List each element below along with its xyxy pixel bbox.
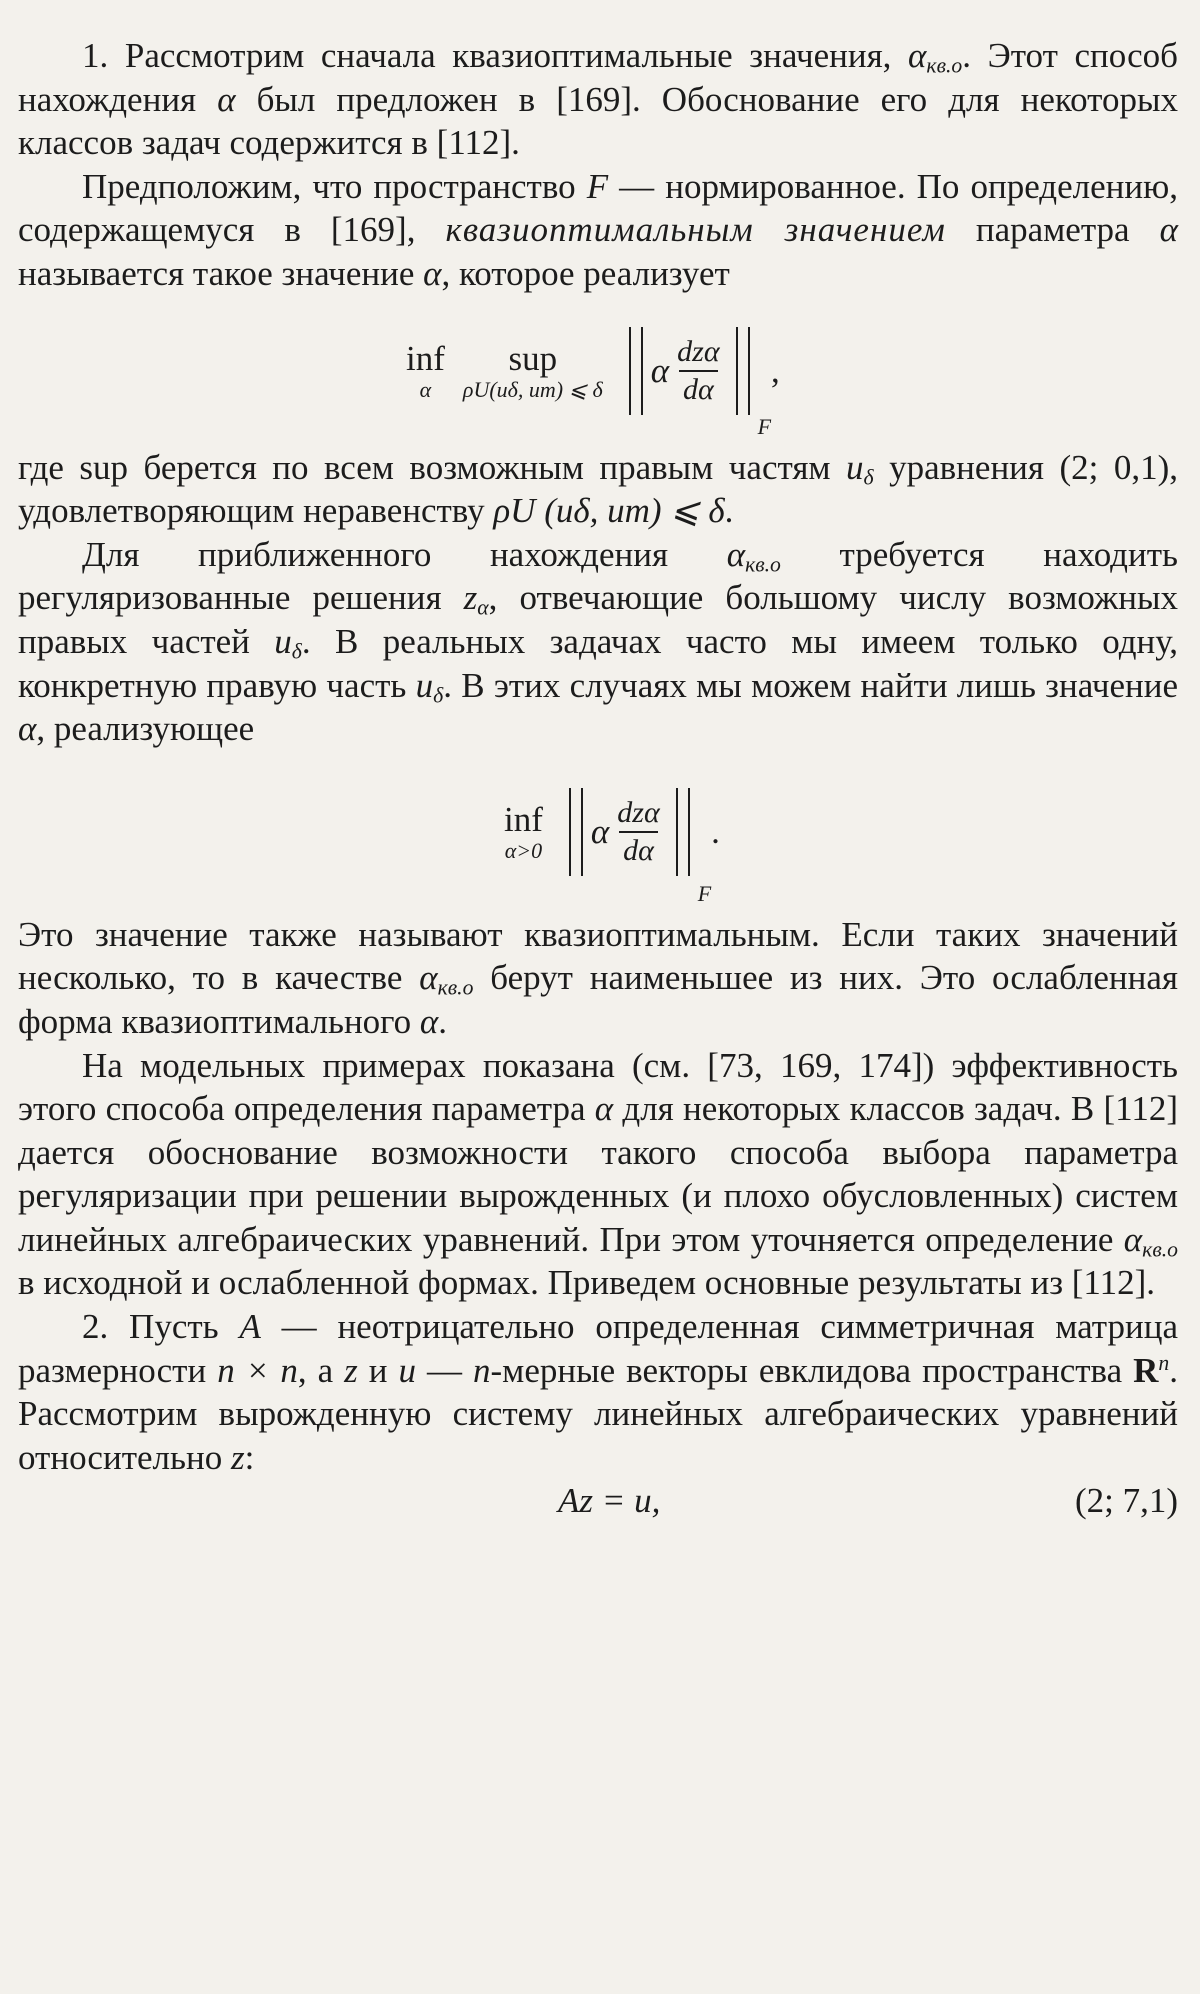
paragraph-7: 2. Пусть A — неотрицательно определенная симметричная матрица размерности n × n, а z и u — n-мерные векторы евклидова пространства $R^n$. Рассмотрим вырожденную систему линейных алгебраических уравнений относительно z: xyxy=(18,1307,1179,1477)
alpha-kvo: $\alpha_{кв.о}$ xyxy=(908,36,963,78)
numbered-equation xyxy=(18,1479,1178,1523)
u-delta: $u_\delta$ xyxy=(846,447,874,489)
derivative-fraction: $\frac{\text{dzα}}{d\alpha}$ xyxy=(617,795,660,867)
inf-operator: inf α xyxy=(406,338,445,402)
norm-bar-right xyxy=(736,327,750,415)
paragraph-4: Для приближенного нахождения $\alpha_{кв.о}$ требуется находить регуляризованные решения $z_\alpha$, отвечающие большому числу возможных правых частей $u_\delta$. В реальных задачах часто мы имеем только одну, конкретную правую часть $u_\delta$. В этих случаях мы можем найти лишь значение α, реализующее xyxy=(18,534,1179,749)
norm-bar-right xyxy=(676,788,690,876)
sup-operator: sup ρU(uδ, uт) ⩽ δ xyxy=(462,338,603,402)
paragraph-3: где sup берется по всем возможным правым частям $u_\delta$ уравнения (2; 0,1), удовлетворяющим неравенству ρU (uδ, uт) ⩽ δ. xyxy=(18,447,1178,531)
derivative-fraction: $\frac{\text{dzα}}{d\alpha}$ xyxy=(677,334,720,406)
formula-inf: inf α>0 α $\frac{\text{dzα}}{d\alpha}$ F . xyxy=(18,751,1178,913)
z-alpha: $z_\alpha$ xyxy=(463,578,489,620)
norm-bar-left xyxy=(629,327,643,415)
norm-bar-left xyxy=(569,788,583,876)
paragraph-5: Это значение также называют квазиоптимальным. Если таких значений несколько, то в качестве $\alpha_{кв.о}$ берут наименьшее из них. Это ослабленная форма квазиоптимального α. xyxy=(18,914,1178,1041)
equation-number: (2; 7,1) xyxy=(1074,1481,1178,1521)
formula-inf-sup: inf α sup ρU(uδ, uт) ⩽ δ α $\frac{\text{dzα}}{d\alpha}$ F , xyxy=(18,296,1178,446)
inf-operator: inf α>0 xyxy=(504,799,543,863)
paragraph-6: На модельных примерах показана (см. [73, 169, 174]) эффективность этого способа определения параметра α для некоторых классов задач. В [112] дается обоснование возможности такого способа выбора параметра регуляризации при решении вырожденных (и плохо обусловленных) систем линейных алгебраических уравнений. При этом уточняется определение $\alpha_{кв.о}$ в исходной и ослабленной формах. Приведем основные результаты из [112]. xyxy=(18,1045,1178,1303)
rho-inequality: ρU (uδ, uт) ⩽ δ xyxy=(493,491,725,531)
euclidean-space: $R^n$ xyxy=(1133,1350,1170,1390)
paragraph-1: 1. Рассмотрим сначала квазиоптимальные значения, $\alpha_{кв.о}$. Этот способ нахождения α был предложен в [169]. Обоснование его для некоторых классов задач содержится в [112]. xyxy=(18,36,1178,163)
emphasis-term: квазиоптимальным значением xyxy=(445,210,946,250)
equation-expression: Az = u, xyxy=(558,1481,661,1521)
paragraph-2: Предположим, что пространство F — нормированное. По определению, содержащемуся в [169], квазиоптимальным значением параметра α называется такое значение α, которое реализует xyxy=(18,166,1178,293)
